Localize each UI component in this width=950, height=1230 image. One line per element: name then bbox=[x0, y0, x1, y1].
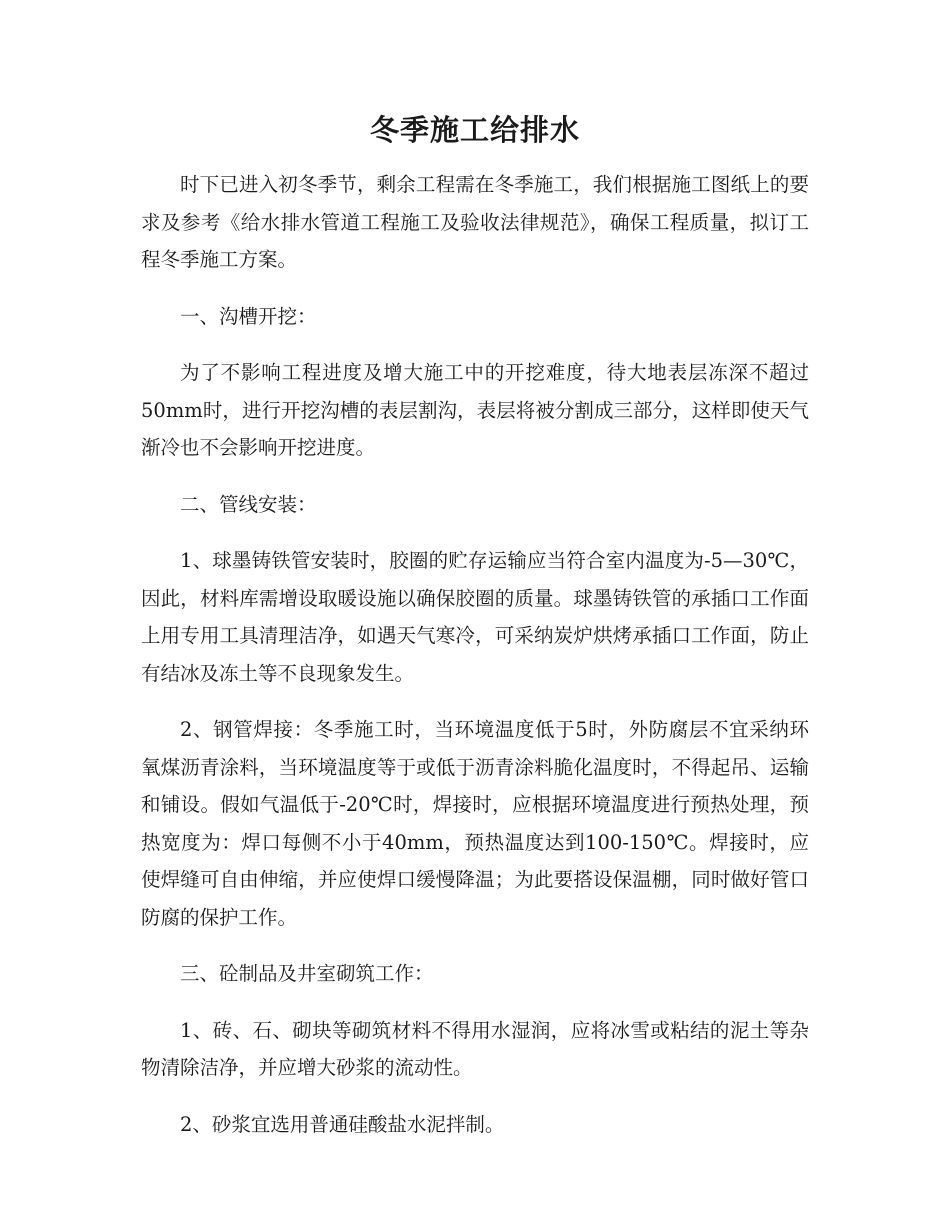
intro-paragraph: 时下已进入初冬季节，剩余工程需在冬季施工，我们根据施工图纸上的要求及参考《给水排水管道工程施工及验收法律规范》，确保工程质量，拟订工程冬季施工方案。 bbox=[141, 173, 809, 271]
document-title: 冬季施工给排水 bbox=[369, 113, 580, 147]
section-heading-pipeline-installation: 二、管线安装： bbox=[180, 492, 317, 516]
mortar-cement-paragraph: 2、砂浆宜选用普通硅酸盐水泥拌制。 bbox=[180, 1112, 505, 1136]
ductile-iron-pipe-paragraph: 1、球墨铸铁管安装时，胶圈的贮存运输应当符合室内温度为-5—30℃，因此，材料库需增设取暖设施以确保胶圈的质量。球墨铸铁管的承插口工作面上用专用工具清理洁净，如遇天气寒冷，可采纳炭炉烘烤承插口工作面，防止有结冰及冻土等不良现象发生。 bbox=[141, 549, 809, 685]
section-heading-masonry-work: 三、砼制品及井室砌筑工作： bbox=[180, 962, 434, 985]
masonry-materials-paragraph: 1、砖、石、砌块等砌筑材料不得用水湿润，应将冰雪或粘结的泥土等杂物清除洁净，并应增大砂浆的流动性。 bbox=[141, 1018, 809, 1079]
section-heading-trench-excavation: 一、沟槽开挖： bbox=[180, 304, 317, 328]
document-page bbox=[141, 108, 809, 1162]
steel-pipe-welding-paragraph: 2、钢管焊接：冬季施工时，当环境温度低于5时，外防腐层不宜采纳环氧煤沥青涂料，当环境温度等于或低于沥青涂料脆化温度时，不得起吊、运输和铺设。假如气温低于-20℃时，焊接时，应根据环境温度进行预热处理，预热宽度为：焊口每侧不小于40mm，预热温度达到100-150℃。焊接时，应使焊缝可自由伸缩，并应使焊口缓慢降温；为此要搭设保温棚，同时做好管口防腐的保护工作。 bbox=[141, 718, 809, 929]
trench-excavation-paragraph: 为了不影响工程进度及增大施工中的开挖难度，待大地表层冻深不超过50mm时，进行开挖沟槽的表层割沟，表层将被分割成三部分，这样即使天气渐冷也不会影响开挖进度。 bbox=[141, 361, 809, 459]
